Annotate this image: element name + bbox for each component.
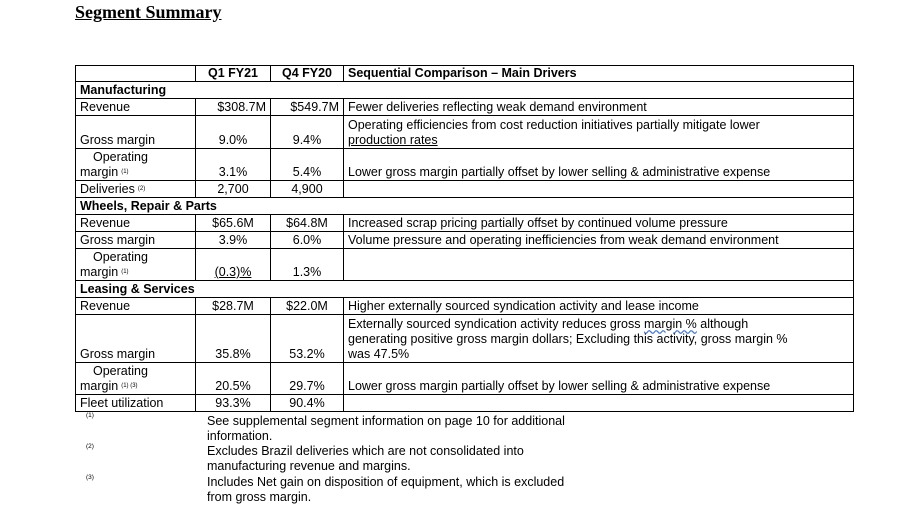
driver-line: generating positive gross margin dollars; Excluding this activity, gross margin % <box>348 332 788 346</box>
footnote <box>207 475 607 505</box>
footnote <box>207 444 607 474</box>
driver-text: Higher externally sourced syndication activity and lease income <box>344 298 854 315</box>
q4-value: 53.2% <box>271 315 344 363</box>
q1-value: 3.1% <box>196 149 271 181</box>
row-label <box>76 149 196 181</box>
footnote-line: Excludes Brazil deliveries which are not consolidated into <box>207 444 524 458</box>
q4-value: 5.4% <box>271 149 344 181</box>
section-title: Leasing & Services <box>76 281 854 298</box>
label-line: Operating <box>93 364 148 378</box>
q4-value: 90.4% <box>271 395 344 412</box>
driver-text: Volume pressure and operating inefficiencies from weak demand environment <box>344 232 854 249</box>
header-blank-cell <box>76 66 196 82</box>
label-text: Deliveries <box>80 182 135 196</box>
footnote-mark: (3) <box>86 474 94 481</box>
footnote-line: from gross margin. <box>207 490 312 504</box>
driver-text: Increased scrap pricing partially offset by continued volume pressure <box>344 215 854 232</box>
footnote-line: information. <box>207 429 273 443</box>
q4-value: $64.8M <box>271 215 344 232</box>
segment-summary-table <box>75 65 854 412</box>
header-q1-fy21: Q1 FY21 <box>196 66 271 82</box>
q4-value: $22.0M <box>271 298 344 315</box>
table-row <box>76 249 854 281</box>
driver-text <box>344 315 854 363</box>
driver-text: Fewer deliveries reflecting weak demand environment <box>344 99 854 116</box>
table-row <box>76 181 854 198</box>
q4-value: 29.7% <box>271 363 344 395</box>
table-row <box>76 215 854 232</box>
header-drivers: Sequential Comparison – Main Drivers <box>344 66 854 82</box>
row-label <box>76 181 196 198</box>
q4-value: $549.7M <box>271 99 344 116</box>
section-title: Wheels, Repair & Parts <box>76 198 854 215</box>
driver-text: Lower gross margin partially offset by lower selling & administrative expense <box>344 363 854 395</box>
q1-value: 9.0% <box>196 116 271 149</box>
section-row-manufacturing <box>76 82 854 99</box>
driver-line: Operating efficiencies from cost reduction initiatives partially mitigate lower <box>348 118 760 132</box>
q1-value: $28.7M <box>196 298 271 315</box>
footnote-ref: (1) (3) <box>121 383 138 389</box>
footnote-ref: (1) <box>121 169 129 175</box>
q1-value: $308.7M <box>196 99 271 116</box>
table-row <box>76 315 854 363</box>
section-title: Manufacturing <box>76 82 854 99</box>
section-row-leasing <box>76 281 854 298</box>
driver-line: production rates <box>348 133 438 147</box>
table-row <box>76 116 854 149</box>
q4-value: 1.3% <box>271 249 344 281</box>
q1-value: 93.3% <box>196 395 271 412</box>
row-label: Gross margin <box>76 116 196 149</box>
q1-value <box>196 249 271 281</box>
footnote-line: Includes Net gain on disposition of equipment, which is excluded <box>207 475 565 489</box>
footnote-line: manufacturing revenue and margins. <box>207 459 411 473</box>
header-row <box>76 66 854 82</box>
q1-value: $65.6M <box>196 215 271 232</box>
row-label: Revenue <box>76 215 196 232</box>
driver-line: although <box>696 317 749 331</box>
q4-value: 6.0% <box>271 232 344 249</box>
label-line: margin <box>80 379 119 393</box>
table-row <box>76 232 854 249</box>
footnote-mark: (2) <box>86 443 94 450</box>
driver-line-flagged: margin % <box>643 317 697 331</box>
section-row-wheels <box>76 198 854 215</box>
footnote-ref: (2) <box>137 186 146 192</box>
table-row <box>76 149 854 181</box>
table-row <box>76 363 854 395</box>
row-label <box>76 249 196 281</box>
footnote-mark: (1) <box>86 412 94 419</box>
row-label: Revenue <box>76 298 196 315</box>
label-line: margin <box>80 265 119 279</box>
driver-line: was 47.5% <box>348 347 410 361</box>
value-text: (0.3)% <box>214 265 252 279</box>
label-line: Operating <box>93 250 148 264</box>
footnote-line: See supplemental segment information on page 10 for additional <box>207 414 565 428</box>
q1-value: 35.8% <box>196 315 271 363</box>
driver-text <box>344 116 854 149</box>
q4-value: 9.4% <box>271 116 344 149</box>
q1-value: 20.5% <box>196 363 271 395</box>
driver-text <box>344 395 854 412</box>
footnote-ref: (1) <box>121 269 129 275</box>
row-label: Gross margin <box>76 315 196 363</box>
driver-text <box>344 249 854 281</box>
table-row <box>76 99 854 116</box>
table-row <box>76 298 854 315</box>
row-label: Revenue <box>76 99 196 116</box>
q4-value: 4,900 <box>271 181 344 198</box>
driver-text <box>344 181 854 198</box>
q1-value: 3.9% <box>196 232 271 249</box>
row-label: Fleet utilization <box>76 395 196 412</box>
q1-value: 2,700 <box>196 181 271 198</box>
footnote <box>207 414 607 444</box>
table-row <box>76 395 854 412</box>
page-title: Segment Summary <box>75 2 222 22</box>
row-label <box>76 363 196 395</box>
header-q4-fy20: Q4 FY20 <box>271 66 344 82</box>
row-label: Gross margin <box>76 232 196 249</box>
label-line: Operating <box>93 150 148 164</box>
driver-line: Externally sourced syndication activity reduces gross <box>348 317 641 331</box>
label-line: margin <box>80 165 119 179</box>
driver-text: Lower gross margin partially offset by lower selling & administrative expense <box>344 149 854 181</box>
